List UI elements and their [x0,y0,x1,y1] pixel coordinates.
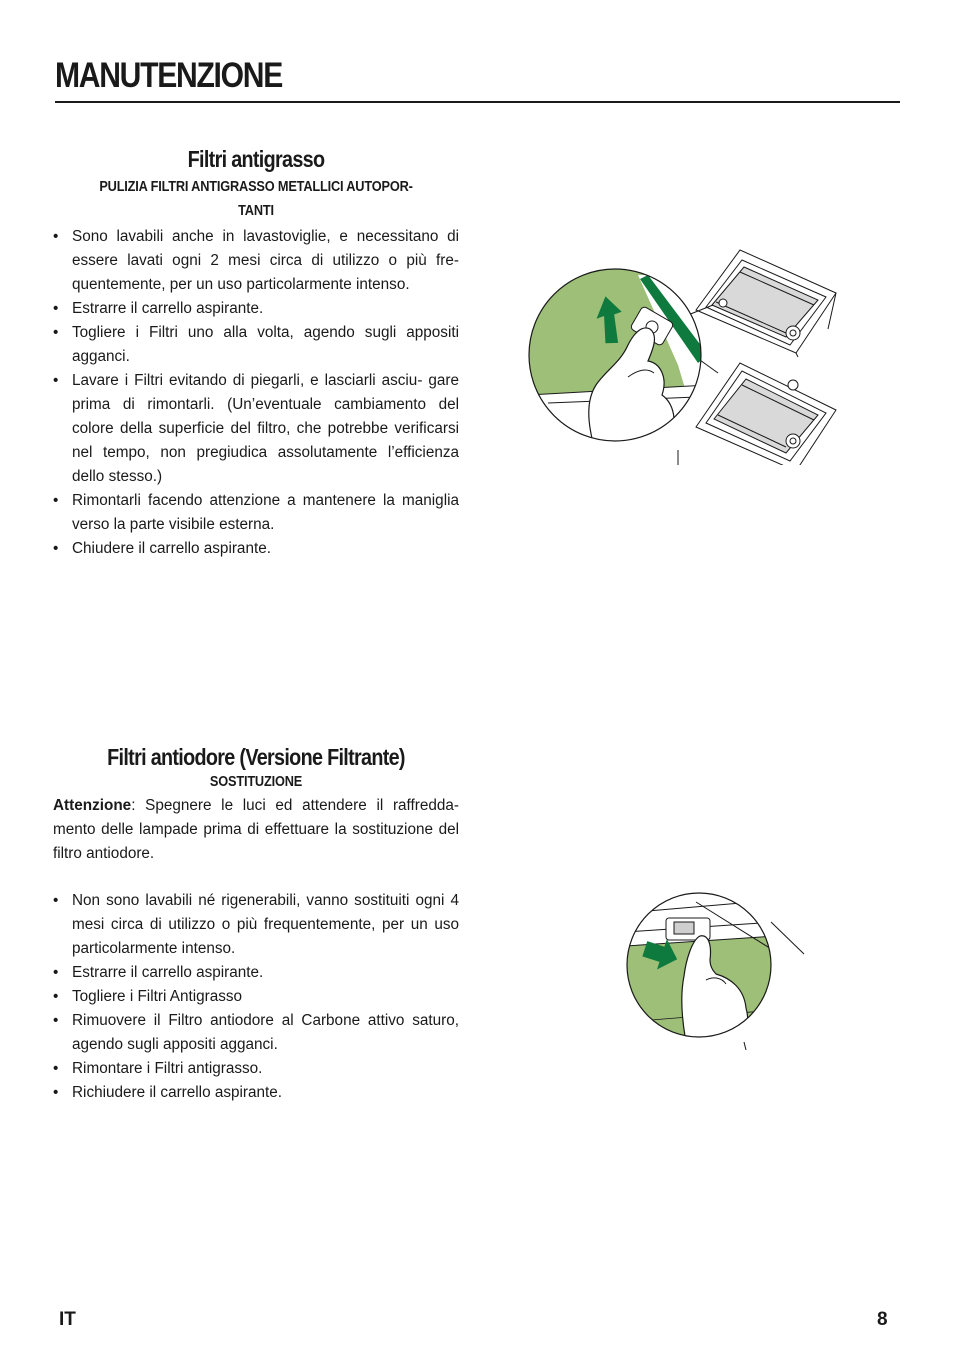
title-divider [55,101,900,103]
list-item: • Rimontarli facendo attenzione a mantenere la maniglia verso la parte visibile esterna. [53,489,459,537]
warning-label: Attenzione [53,797,132,814]
section-odour-filters [53,744,459,1105]
footer-language: IT [59,1309,76,1330]
section-subtitle-line1: PULIZIA FILTRI ANTIGRASSO METALLICI AUTOPOR- [99,179,413,195]
grease-filter-removal-illustration [528,245,840,465]
odour-filter-removal-illustration [626,892,806,1050]
list-item: • Estrarre il carrello aspirante. [53,297,459,321]
section-title: Filtri antiodore (Versione Filtrante) [107,744,405,770]
odour-filter-steps [53,889,459,1105]
section-subtitle: SOSTITUZIONE [209,774,303,790]
section-subtitle-line2: TANTI [238,203,274,219]
section-title: Filtri antigrasso [187,146,325,172]
list-item: • Non sono lavabili né rigenerabili, vanno sostituiti ogni 4 mesi circa di utilizzo o più frequentemente, per un uso particolarmente intenso. [53,889,459,961]
list-item: • Rimontare i Filtri antigrasso. [53,1057,459,1081]
list-item: • Sono lavabili anche in lavastoviglie, e necessitano di essere lavati ogni 2 mesi circa di utilizzo o più fre- quentemente, per un uso particolarmente intenso. [53,225,459,297]
list-item: • Togliere i Filtri uno alla volta, agendo sugli appositi agganci. [53,321,459,369]
list-item: • Richiudere il carrello aspirante. [53,1081,459,1105]
list-item: • Rimuovere il Filtro antiodore al Carbone attivo saturo, agendo sugli appositi agganci. [53,1009,459,1057]
list-item: • Lavare i Filtri evitando di piegarli, e lasciarli asciu- gare prima di rimontarli. (Un’eventuale cambiamento del colore della superficie del filtro, che potrebbe verificarsi nel tempo, non pregiudica assolutamente l’efficienza dello stesso.) [53,369,459,489]
page-title: MANUTENZIONE [55,56,282,95]
list-item: • Estrarre il carrello aspirante. [53,961,459,985]
grease-filter-steps [53,225,459,561]
list-item: • Chiudere il carrello aspirante. [53,537,459,561]
warning-text: : Spegnere le luci ed attendere il raffredda- mento delle lampade prima di effettuare la sostituzione del filtro antiodore. [53,797,459,862]
section-grease-filters [53,146,459,561]
section-subtitle [77,174,434,224]
list-item: • Togliere i Filtri Antigrasso [53,985,459,1009]
warning-paragraph [53,794,459,866]
footer-page-number: 8 [877,1309,888,1330]
